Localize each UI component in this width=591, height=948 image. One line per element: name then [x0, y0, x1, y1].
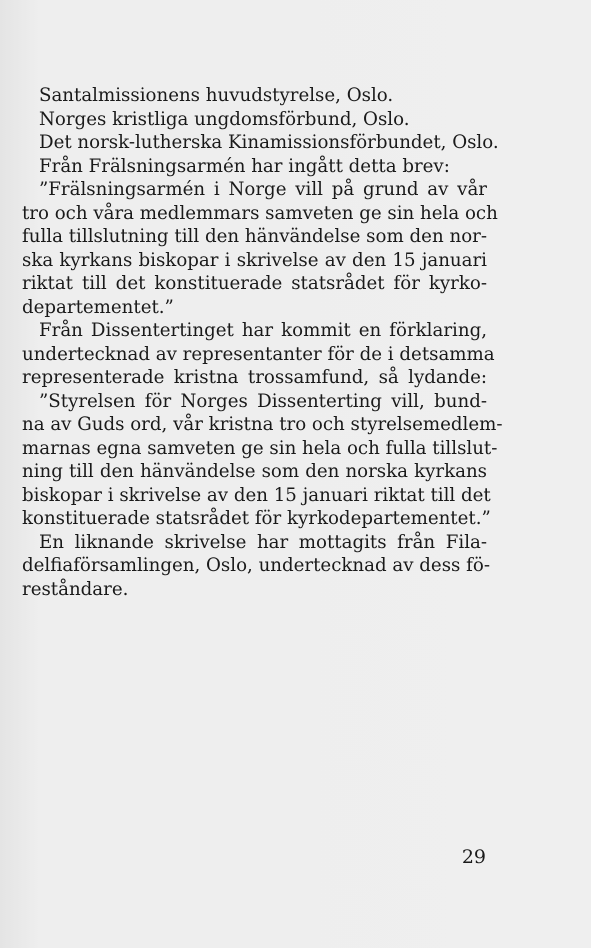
text-line: Norges kristliga ungdomsförbund, Oslo.	[39, 108, 410, 130]
text-line: reståndare.	[22, 578, 129, 600]
text-line: representerade kristna trossamfund, så lydande:	[22, 367, 487, 388]
body-text	[22, 84, 503, 601]
text-line: Santalmissionens huvudstyrelse, Oslo.	[39, 85, 394, 106]
page-number: 29	[461, 846, 486, 868]
text-line: En liknande skrivelse har mottagits från Fila-	[39, 531, 487, 553]
text-line: na av Guds ord, vår kristna tro och styrelsemedlem-	[22, 414, 503, 435]
text-line: Från Frälsningsarmén har ingått detta brev:	[39, 155, 450, 177]
text-line: ”Frälsningsarmén i Norge vill på grund av vår	[39, 179, 487, 200]
text-line: Det norsk-lutherska Kinamissionsförbundet, Oslo.	[39, 132, 499, 153]
text-line: marnas egna samveten ge sin hela och fulla tillslut-	[22, 437, 498, 459]
text-line: konstituerade statsrådet för kyrkodepartementet.”	[22, 508, 491, 529]
text-line: delfiaförsamlingen, Oslo, undertecknad av dess fö-	[22, 555, 490, 576]
text-line: fulla tillslutning till den hänvändelse som den nor-	[22, 226, 487, 247]
text-line: biskopar i skrivelse av den 15 januari riktat till det	[22, 484, 491, 506]
text-line: departementet.”	[22, 296, 174, 318]
text-line: tro och våra medlemmars samveten ge sin hela och	[22, 202, 498, 224]
text-line: Från Dissentertinget har kommit en förklaring,	[39, 320, 487, 341]
text-line: ning till den hänvändelse som den norska kyrkans	[22, 461, 487, 482]
text-line: ska kyrkans biskopar i skrivelse av den 15 januari	[22, 249, 487, 271]
text-line: riktat till det konstituerade statsrådet för kyrko-	[22, 273, 487, 294]
text-line: undertecknad av representanter för de i detsamma	[22, 343, 495, 365]
text-line: ”Styrelsen för Norges Dissenterting vill, bund-	[39, 390, 487, 412]
